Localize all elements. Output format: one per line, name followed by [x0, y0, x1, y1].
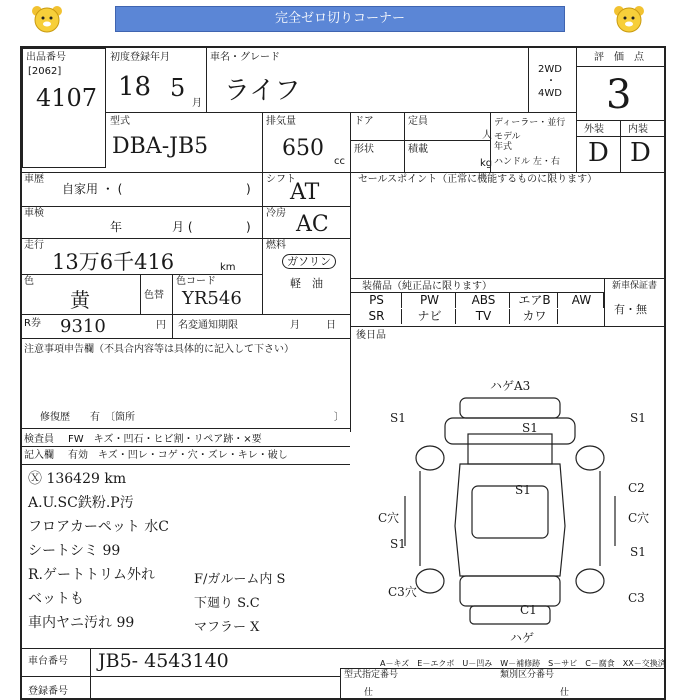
equipment-item: エアB — [512, 293, 558, 308]
registration-label: 登録番号 — [28, 686, 68, 697]
car-name: ライフ — [224, 76, 301, 106]
capacity-unit: 人 — [482, 130, 492, 141]
color-value: 黄 — [70, 288, 90, 312]
damage-mark-r3: S1 — [630, 545, 646, 559]
spec-number-label: 型式指定番号 — [344, 670, 399, 680]
color-change-label: 色替 — [144, 290, 164, 301]
damage-mark-bottom: ハゲ — [510, 631, 535, 645]
entry-label: 記入欄 — [24, 450, 54, 461]
inspector-label: 検査員 — [24, 434, 54, 445]
color-code-value: YR546 — [182, 288, 242, 309]
warranty-label: 新車保証書 — [612, 281, 658, 291]
footer-mark-b: 仕 — [560, 688, 570, 698]
warranty-value: 有・無 — [614, 303, 647, 316]
inspector-items: FW キズ・凹石・ヒビ割・リペア跡・×要 — [68, 434, 262, 445]
damage-mark-r2: C穴 — [628, 511, 650, 525]
remark-line: 車内ヤニ汚れ 99 — [28, 615, 135, 631]
history-value: 自家用 ・ ( — [62, 182, 123, 196]
equipment-item: カワ — [512, 309, 558, 324]
damage-legend: A－キズ E－エクボ U－凹み W－補修跡 S－サビ C－腐食 XX－交換済 — [380, 659, 666, 668]
fuel-value: ガソリン — [282, 254, 336, 269]
dealer-label: ディーラー・並行 — [494, 118, 566, 128]
drive-2wd: 2WD — [538, 64, 562, 75]
sales-point-title: セールスポイント（正常に機能するものに限ります） — [358, 174, 598, 185]
reg-year: 18 — [118, 72, 152, 102]
door-label: ドア — [354, 116, 374, 127]
equipment-item: ABS — [458, 293, 510, 308]
shaken-month: 月 ( — [172, 220, 193, 234]
car-name-label: 車名・グレード — [210, 52, 280, 63]
drive-4wd: 4WD — [538, 88, 562, 99]
displacement-value: 650 — [282, 136, 324, 161]
remark-line: A.U.SC鉄粉.P汚 — [28, 495, 134, 511]
reg-date-label: 初度登録年月 — [110, 52, 170, 63]
remark-line: シートシミ 99 — [28, 543, 121, 559]
damage-mark-fl: S1 — [390, 411, 406, 425]
capacity-label: 定員 — [408, 116, 428, 127]
repair-history-close: 〕 — [334, 412, 344, 423]
damage-mark-rear: C1 — [520, 603, 537, 617]
ac-value: AC — [296, 212, 329, 237]
equipment-item: AW — [560, 293, 604, 308]
chassis-value: JB5- 4543140 — [98, 650, 229, 672]
reg-month-unit: 月 — [192, 98, 202, 109]
damage-mark-rr: C3 — [628, 591, 645, 605]
equipment-item: PW — [404, 293, 456, 308]
equipment-item: SR — [352, 309, 402, 324]
equipment-item: TV — [458, 309, 510, 324]
footer-mark-a: 仕 — [364, 688, 374, 698]
rear-items-label: 後日品 — [356, 330, 386, 341]
mileage-value: 13万6千416 — [52, 250, 175, 274]
recycle-label: R券 — [24, 318, 41, 329]
recycle-unit: 円 — [156, 320, 166, 331]
shaken-year: 年 — [110, 220, 123, 234]
recycle-value: 9310 — [60, 316, 106, 337]
remark-right-line: F/ガルーム内 S — [194, 572, 286, 587]
lot-code: [2062] — [28, 66, 62, 77]
load-unit: kg — [480, 158, 493, 169]
damage-mark-front: ハゲA3 — [490, 379, 531, 393]
bear-mascot-icon — [30, 4, 64, 36]
remark-line: ベットも — [28, 591, 84, 607]
drive-dot: ・ — [546, 76, 556, 87]
score-value: 3 — [606, 72, 632, 118]
entry-items: 有効 キズ・凹レ・コゲ・穴・ズレ・キレ・破し — [68, 450, 288, 461]
interior-label: 内装 — [628, 124, 648, 135]
exterior-label: 外装 — [584, 124, 604, 135]
lot-label: 出品番号 — [26, 52, 66, 63]
notice-label: 名変通知期限 — [178, 320, 238, 331]
history-close: ) — [246, 182, 251, 196]
equipment-item: PS — [352, 293, 402, 308]
shaken-label: 車検 — [24, 208, 44, 219]
color-label: 色 — [24, 276, 34, 287]
load-label: 積載 — [408, 144, 428, 155]
shift-value: AT — [290, 180, 320, 205]
notes-title: 注意事項申告欄（不具合内容等は具体的に記入して下さい） — [24, 344, 294, 355]
model-year-label: モデル 年式 — [494, 132, 521, 152]
damage-mark-l1: C穴 — [378, 511, 400, 525]
shape-label: 形状 — [354, 144, 374, 155]
damage-mark-hood: S1 — [522, 421, 538, 435]
shaken-close: ) — [246, 220, 251, 234]
repair-history-label: 修復歴 有 〔箇所 — [40, 412, 135, 423]
remark-line: R.ゲートトリム外れ — [28, 567, 155, 583]
handle-label: ハンドル 左・右 — [494, 157, 560, 167]
displacement-label: 排気量 — [266, 116, 296, 127]
interior-grade: D — [630, 138, 651, 168]
shift-label: シフト — [266, 174, 296, 185]
chassis-label: 車台番号 — [28, 656, 68, 667]
notice-day: 日 — [326, 320, 336, 331]
color-code-label: 色コード — [176, 276, 216, 287]
model-value: DBA-JB5 — [112, 134, 209, 159]
remark-right-line: 下廻り S.C — [194, 596, 260, 611]
fuel-light: 軽 油 — [290, 277, 323, 290]
exterior-grade: D — [588, 138, 609, 168]
damage-mark-l2: S1 — [390, 537, 406, 551]
page-banner: 完全ゼロ切りコーナー — [115, 6, 565, 32]
damage-mark-rl: C3穴 — [388, 585, 417, 599]
type-number-label: 類別区分番号 — [500, 670, 555, 680]
lot-number: 4107 — [36, 84, 98, 112]
damage-mark-r1: C2 — [628, 481, 645, 495]
notice-month: 月 — [290, 320, 300, 331]
mileage-unit: km — [220, 262, 236, 273]
model-label: 型式 — [110, 116, 130, 127]
equipment-item: ナビ — [404, 309, 456, 324]
car-damage-diagram — [360, 376, 660, 646]
ac-label: 冷房 — [266, 208, 286, 219]
remark-line: Ⓧ 136429 km — [28, 471, 127, 487]
history-label: 車歴 — [24, 174, 44, 185]
damage-mark-roof: S1 — [515, 483, 531, 497]
fuel-label: 燃料 — [266, 240, 286, 251]
reg-month: 5 — [170, 74, 186, 102]
mileage-label: 走行 — [24, 240, 44, 251]
bear-mascot-icon — [612, 4, 646, 36]
displacement-unit: cc — [334, 156, 345, 167]
equipment-title: 装備品（純正品に限ります） — [362, 281, 492, 292]
score-label: 評 価 点 — [594, 52, 644, 63]
remark-right-line: マフラー X — [194, 620, 260, 635]
remark-line: フロアカーペット 水C — [28, 519, 170, 535]
damage-mark-fr: S1 — [630, 411, 646, 425]
